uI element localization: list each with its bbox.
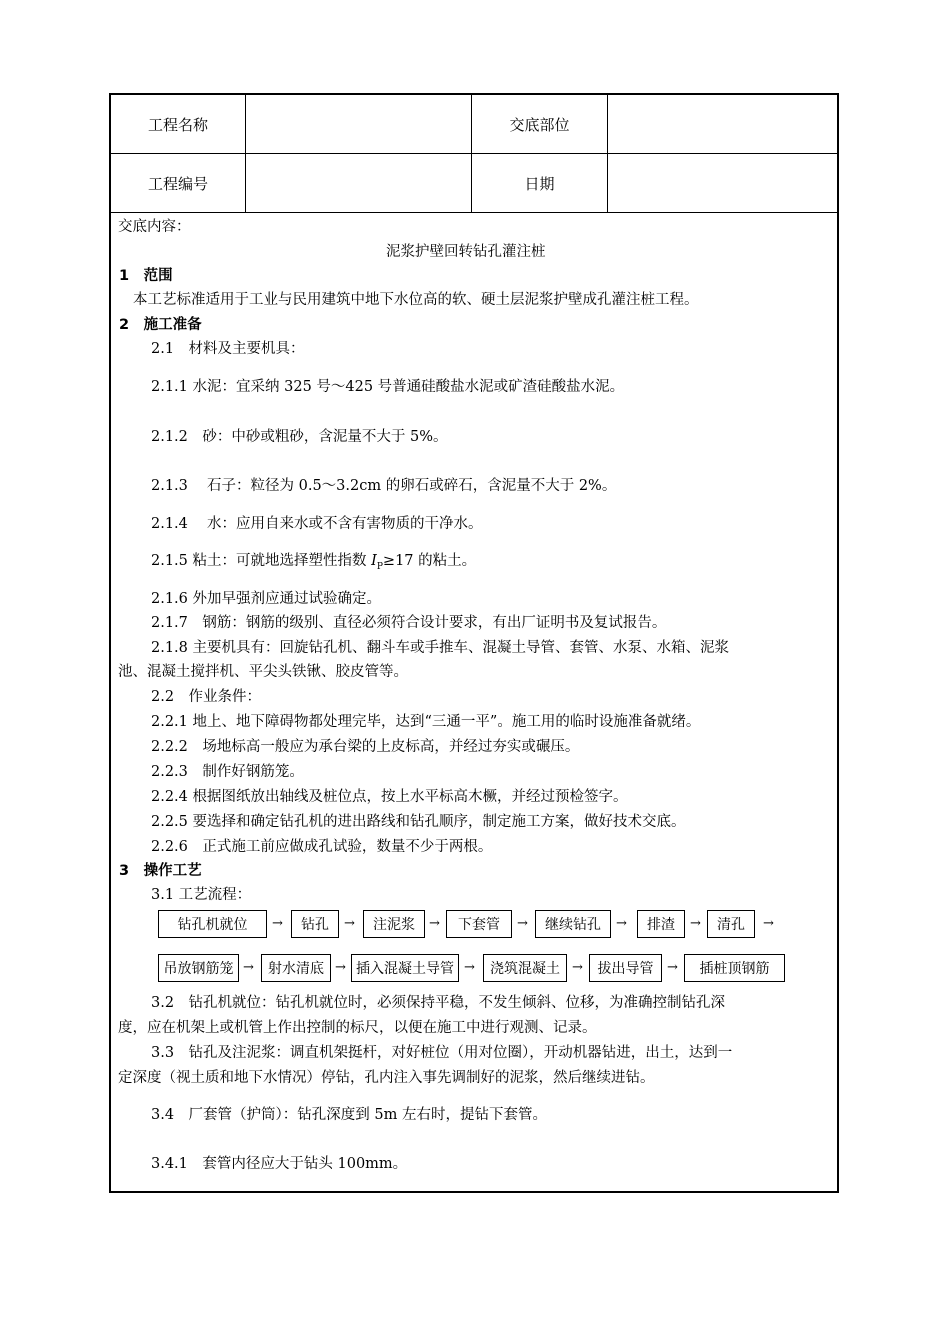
plasticity-symbol: I: [371, 553, 377, 569]
flow-step: 钻孔机就位: [158, 910, 267, 938]
flow-step: 浇筑混凝土: [483, 954, 567, 982]
flow-step: 吊放钢筋笼: [158, 954, 239, 982]
item-2-1-8-line-1: 2.1.8 主要机具有：回旋钻孔机、翻斗车或手推车、混凝土导管、套管、水泵、水箱、泥浆: [151, 640, 729, 656]
section-1-text: 本工艺标准适用于工业与民用建筑中地下水位高的软、硬土层泥浆护壁成孔灌注桩工程。: [133, 292, 699, 308]
flow-arrow: →: [763, 916, 774, 931]
flow-arrow: →: [243, 960, 254, 975]
handover-part-label: 交底部位: [509, 115, 570, 134]
flow-step: 插桩顶钢筋: [684, 954, 785, 982]
item-2-1-8-line-2: 池、混凝土搅拌机、平尖头铁锹、胶皮管等。: [118, 664, 408, 680]
item-2-1-3: 2.1.3 石子：粒径为 0.5～3.2cm 的卵石或碎石，含泥量不大于 2%。: [151, 478, 617, 494]
flow-arrow: →: [335, 960, 346, 975]
flow-arrow: →: [690, 916, 701, 931]
item-2-1: 2.1 材料及主要机具：: [151, 341, 305, 357]
project-name-value[interactable]: [246, 95, 471, 153]
flow-arrow: →: [272, 916, 283, 931]
flow-step: 清孔: [707, 910, 755, 938]
item-3-3-line-1: 3.3 钻孔及注泥浆：调直机架挺杆，对好桩位（用对位圈），开动机器钻进，出土，达到一: [151, 1045, 733, 1061]
project-no-value[interactable]: [246, 154, 471, 212]
handover-sheet: [109, 93, 839, 1193]
item-2-2-1: 2.2.1 地上、地下障碍物都处理完毕，达到“三通一平”。施工用的临时设施准备就绪。: [151, 714, 701, 730]
section-3-heading: 3 操作工艺: [119, 863, 202, 879]
project-name-label: 工程名称: [147, 115, 208, 134]
flow-arrow: →: [429, 916, 440, 931]
item-2-2: 2.2 作业条件：: [151, 689, 262, 705]
item-2-2-2: 2.2.2 场地标高一般应为承台梁的上皮标高，并经过夯实或碾压。: [151, 739, 580, 755]
item-2-1-1: 2.1.1 水泥：宜采纳 325 号～425 号普通硅酸盐水泥或矿渣硅酸盐水泥。: [151, 379, 625, 395]
flow-step: 注泥浆: [363, 910, 425, 938]
flow-step: 拔出导管: [589, 954, 662, 982]
item-2-2-5: 2.2.5 要选择和确定钻孔机的进出路线和钻孔顺序，制定施工方案，做好技术交底。: [151, 814, 686, 830]
item-2-1-4: 2.1.4 水：应用自来水或不含有害物质的干净水。: [151, 516, 483, 532]
plasticity-subscript: P: [376, 562, 383, 572]
flow-arrow: →: [517, 916, 528, 931]
flow-arrow: →: [464, 960, 475, 975]
item-3-4: 3.4 厂套管（护筒）：钻孔深度到 5m 左右时，提钻下套管。: [151, 1107, 548, 1123]
item-2-2-6: 2.2.6 正式施工前应做成孔试验，数量不少于两根。: [151, 839, 493, 855]
item-2-1-5: [151, 551, 476, 573]
flow-step: 射水清底: [261, 954, 331, 982]
project-no-label: 工程编号: [147, 174, 208, 193]
item-3-1: 3.1 工艺流程：: [151, 887, 252, 903]
date-label: 日期: [524, 174, 555, 193]
flow-arrow: →: [344, 916, 355, 931]
flow-arrow: →: [572, 960, 583, 975]
flow-step: 下套管: [446, 910, 512, 938]
header-bottom-border: [111, 212, 837, 213]
item-3-2-line-2: 度，应在机架上或机管上作出控制的标尺，以便在施工中进行观测、记录。: [118, 1020, 597, 1036]
flow-step: 排渣: [637, 910, 685, 938]
flow-arrow: →: [616, 916, 627, 931]
item-2-1-2: 2.1.2 砂：中砂或粗砂，含泥量不大于 5%。: [151, 429, 448, 445]
item-2-1-7: 2.1.7 钢筋：钢筋的级别、直径必须符合设计要求，有出厂证明书及复试报告。: [151, 615, 667, 631]
section-1-heading: 1 范围: [119, 268, 173, 284]
intro-label: 交底内容：: [118, 219, 191, 235]
date-value[interactable]: [608, 154, 837, 212]
flow-step: 插入混凝土导管: [351, 954, 459, 982]
flow-step: 钻孔: [291, 910, 339, 938]
item-2-1-5-post: ≥17 的粘土。: [382, 553, 477, 569]
handover-part-value[interactable]: [608, 95, 837, 153]
item-3-3-line-2: 定深度（视土质和地下水情况）停钻，孔内注入事先调制好的泥浆，然后继续进钻。: [118, 1070, 655, 1086]
doc-title: 泥浆护壁回转钻孔灌注桩: [386, 244, 546, 260]
item-2-2-4: 2.2.4 根据图纸放出轴线及桩位点，按上水平标高木橛，并经过预检签字。: [151, 789, 628, 805]
item-2-2-3: 2.2.3 制作好钢筋笼。: [151, 764, 304, 780]
section-2-heading: 2 施工准备: [119, 317, 202, 333]
item-2-1-5-pre: 2.1.5 粘土：可就地选择塑性指数: [151, 553, 372, 569]
item-2-1-6: 2.1.6 外加早强剂应通过试验确定。: [151, 591, 382, 607]
flow-arrow: →: [667, 960, 678, 975]
flow-step: 继续钻孔: [535, 910, 611, 938]
item-3-2-line-1: 3.2 钻孔机就位：钻孔机就位时，必须保持平稳，不发生倾斜、位移，为准确控制钻孔深: [151, 995, 726, 1011]
item-3-4-1: 3.4.1 套管内径应大于钻头 100mm。: [151, 1156, 408, 1172]
